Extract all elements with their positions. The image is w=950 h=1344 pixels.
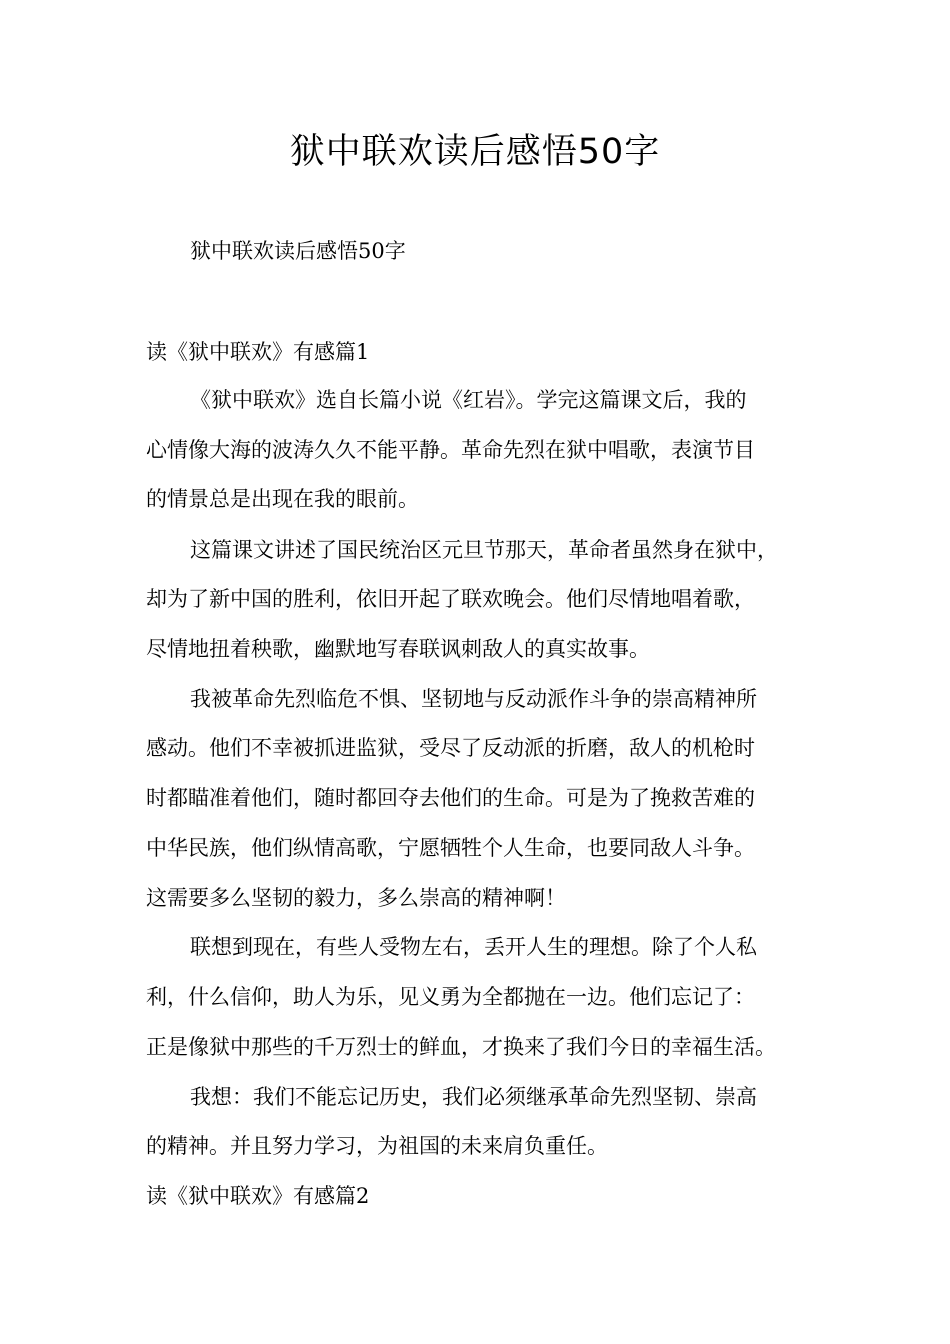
document-title: 狱中联欢读后感悟50字 — [289, 132, 661, 172]
paragraph-2-line-2: 却为了新中国的胜利，依旧开起了联欢晚会。他们尽情地唱着歌， — [146, 587, 755, 611]
paragraph-4-line-3: 正是像狱中那些的千万烈士的鲜血，才换来了我们今日的幸福生活。 — [146, 1035, 776, 1059]
paragraph-3-line-5: 这需要多么坚韧的毅力，多么崇高的精神啊！ — [146, 886, 566, 910]
paragraph-5-line-1: 我想：我们不能忘记历史，我们必须继承革命先烈坚韧、崇高 — [190, 1085, 757, 1109]
section-heading-1: 读《狱中联欢》有感篇1 — [146, 340, 370, 364]
document-subtitle: 狱中联欢读后感悟50字 — [190, 239, 406, 263]
paragraph-3-line-2: 感动。他们不幸被抓进监狱，受尽了反动派的折磨，敌人的机枪时 — [146, 736, 755, 760]
paragraph-2-line-1: 这篇课文讲述了国民统治区元旦节那天，革命者虽然身在狱中， — [190, 538, 778, 562]
paragraph-5-line-2: 的精神。并且努力学习，为祖国的未来肩负重任。 — [146, 1134, 608, 1158]
paragraph-3-line-1: 我被革命先烈临危不惧、坚韧地与反动派作斗争的崇高精神所 — [190, 687, 757, 711]
section-heading-2: 读《狱中联欢》有感篇2 — [146, 1184, 370, 1208]
paragraph-1-line-2: 心情像大海的波涛久久不能平静。革命先烈在狱中唱歌，表演节目 — [146, 438, 755, 462]
paragraph-2-line-3: 尽情地扭着秧歌，幽默地写春联讽刺敌人的真实故事。 — [146, 637, 650, 661]
paragraph-3-line-4: 中华民族，他们纵情高歌，宁愿牺牲个人生命，也要同敌人斗争。 — [146, 836, 755, 860]
paragraph-4-line-2: 利，什么信仰，助人为乐，见义勇为全都抛在一边。他们忘记了： — [146, 985, 755, 1009]
paragraph-1-line-1: 《狱中联欢》选自长篇小说《红岩》。学完这篇课文后，我的 — [190, 388, 747, 412]
paragraph-4-line-1: 联想到现在，有些人受物左右，丢开人生的理想。除了个人私 — [190, 935, 757, 959]
paragraph-3-line-3: 时都瞄准着他们，随时都回夺去他们的生命。可是为了挽救苦难的 — [146, 786, 755, 810]
paragraph-1-line-3: 的情景总是出现在我的眼前。 — [146, 487, 419, 511]
